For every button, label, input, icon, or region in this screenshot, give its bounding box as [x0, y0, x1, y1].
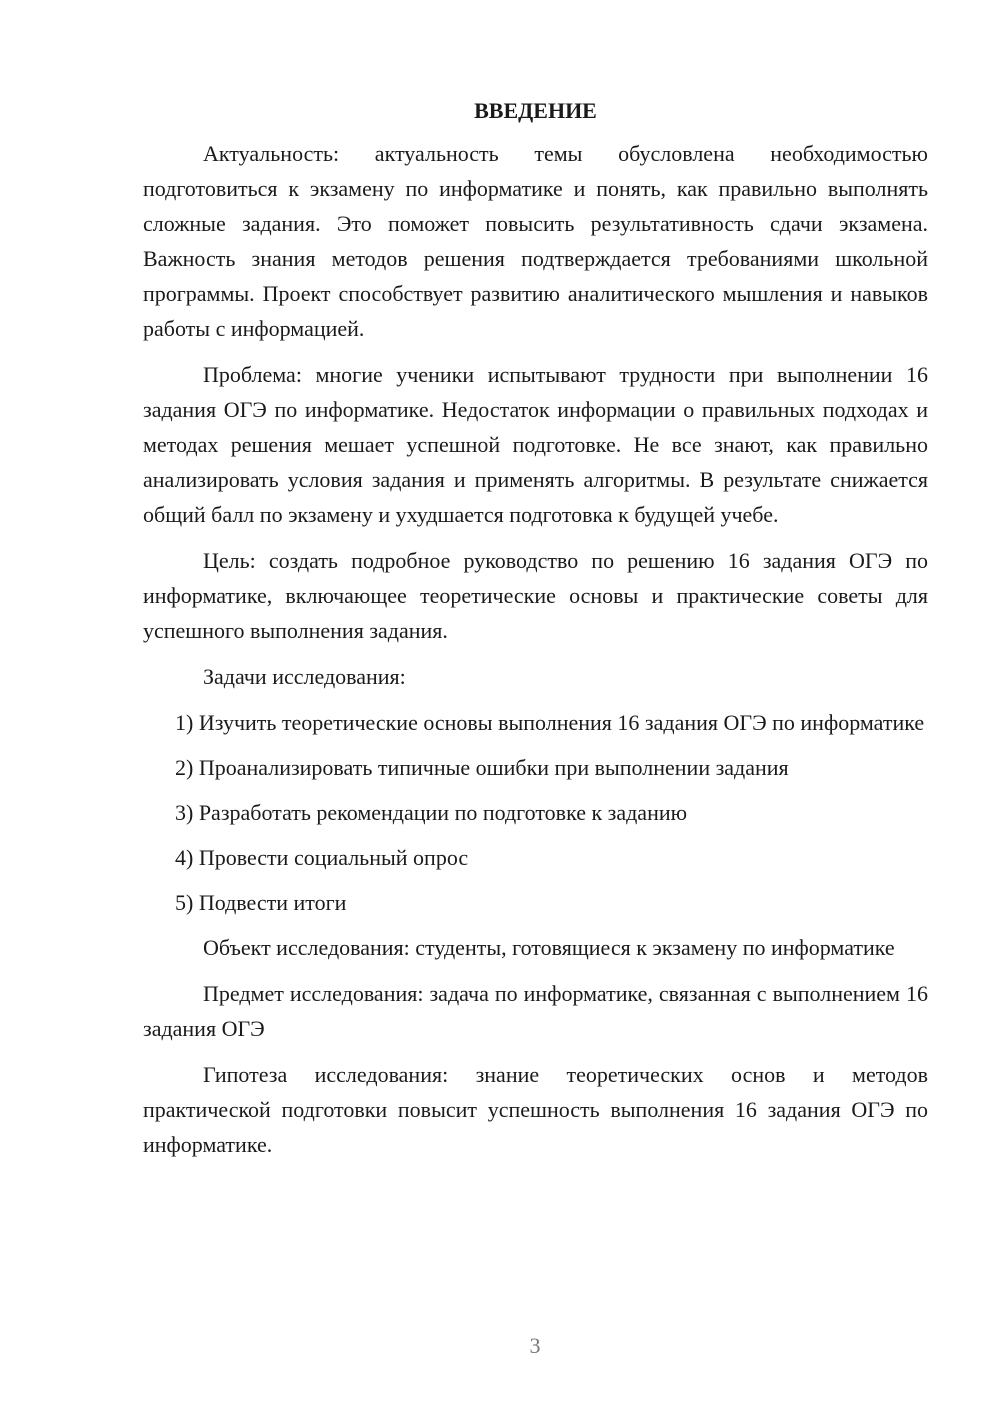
problem-paragraph: Проблема: многие ученики испытывают трудности при выполнении 16 задания ОГЭ по информатике. Недостаток информации о правильных подходах и методах решения мешает успешной подготовке. Не все знают, как правильно анализировать условия задания и применять алгоритмы. В результате снижается общий балл по экзамену и ухудшается подготовка к будущей учебе. — [143, 362, 928, 527]
object-paragraph: Объект исследования: студенты, готовящиеся к экзамену по информатике — [203, 935, 895, 960]
relevance-paragraph: Актуальность: актуальность темы обусловлена необходимостью подготовиться к экзамену по информатике и понять, как правильно выполнять сложные задания. Это поможет повысить результативность сдачи экзамена. Важность знания методов решения подтверждается требованиями школьной программы. Проект способствует развитию аналитического мышления и навыков работы с информацией. — [143, 141, 928, 341]
hypothesis-paragraph: Гипотеза исследования: знание теоретических основ и методов практической подготовки повысит успешность выполнения 16 задания ОГЭ по информатике. — [143, 1062, 928, 1157]
page-content — [143, 93, 928, 1173]
task-item-5: 5) Подвести итоги — [175, 890, 347, 915]
page-title: ВВЕДЕНИЕ — [474, 98, 597, 123]
task-item-2: 2) Проанализировать типичные ошибки при выполнении задания — [175, 755, 789, 780]
task-item-4: 4) Провести социальный опрос — [175, 845, 469, 870]
subject-paragraph: Предмет исследования: задача по информатике, связанная с выполнением 16 задания ОГЭ — [143, 981, 928, 1041]
task-item-1: 1) Изучить теоретические основы выполнения 16 задания ОГЭ по информатике — [175, 710, 925, 735]
tasks-heading: Задачи исследования: — [203, 664, 406, 689]
task-item-3: 3) Разработать рекомендации по подготовке к заданию — [175, 800, 688, 825]
page-number: 3 — [529, 1333, 541, 1358]
goal-paragraph: Цель: создать подробное руководство по решению 16 задания ОГЭ по информатике, включающее теоретические основы и практические советы для успешного выполнения задания. — [143, 548, 928, 643]
